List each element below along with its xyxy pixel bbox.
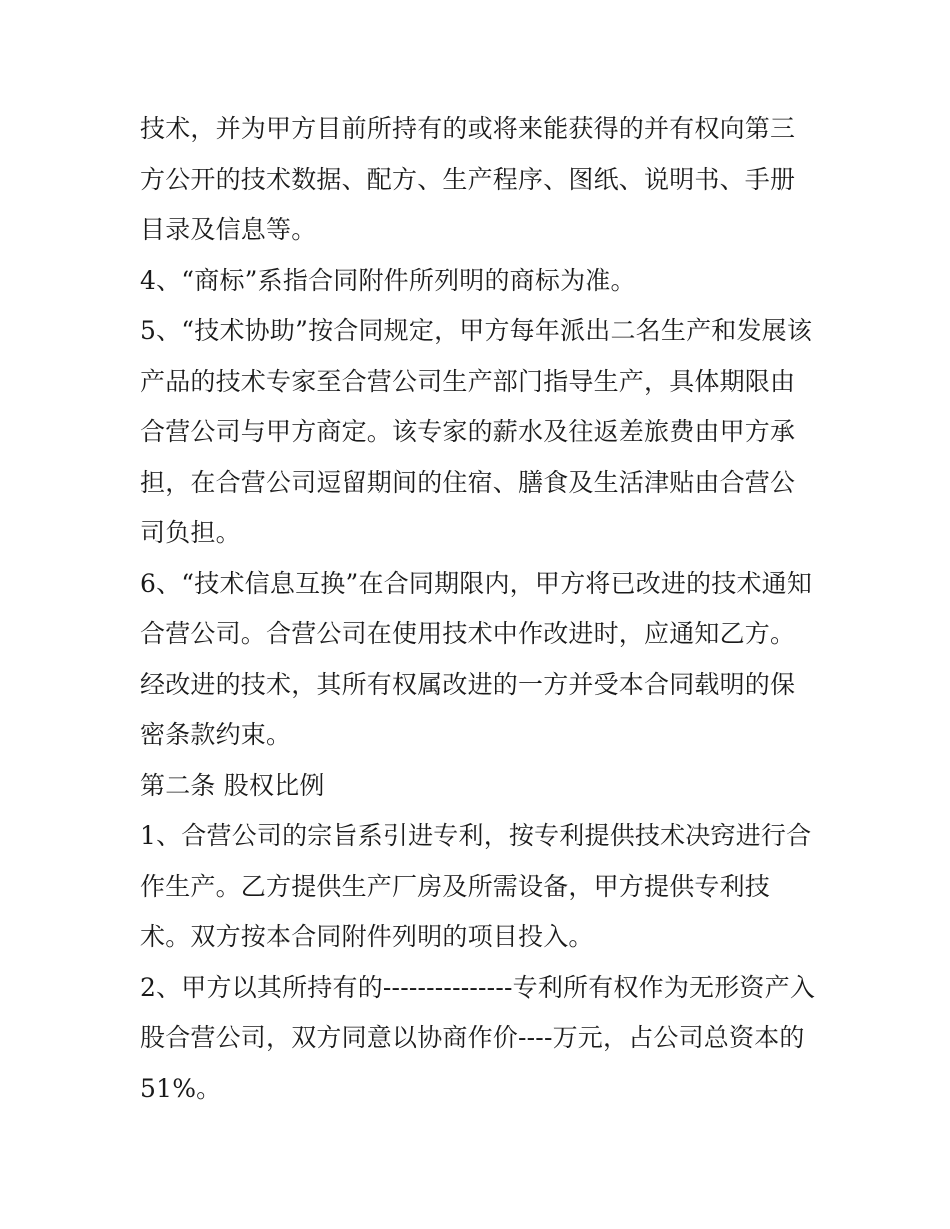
paragraph-purpose: 1、合营公司的宗旨系引进专利，按专利提供技术决窍进行合作生产。乙方提供生产厂房及所需设备，甲方提供专利技术。双方按本合同附件列明的项目投入。: [140, 821, 812, 951]
paragraph-trademark: 4、“商标”系指合同附件所列明的商标为准。: [140, 265, 636, 295]
paragraph-info-exchange: 6、“技术信息互换”在合同期限内，甲方将已改进的技术通知合营公司。合营公司在使用技术中作改进时，应通知乙方。经改进的技术，其所有权属改进的一方并受本合同载明的保密条款约束。: [140, 568, 813, 749]
paragraph-technology-definition: 技术，并为甲方目前所持有的或将来能获得的并有权向第三方公开的技术数据、配方、生产程序、图纸、说明书、手册目录及信息等。: [140, 114, 796, 244]
section-heading-equity-ratio: 第二条 股权比例: [140, 770, 325, 800]
paragraph-technical-assistance: 5、“技术协助”按合同规定，甲方每年派出二名生产和发展该产品的技术专家至合营公司生产部门指导生产，具体期限由合营公司与甲方商定。该专家的薪水及往返差旅费由甲方承担，在合营公司逗留期间的住宿、膳食及生活津贴由合营公司负担。: [140, 316, 813, 547]
document-body: [140, 104, 820, 1114]
paragraph-patent-equity: 2、甲方以其所持有的---------------专利所有权作为无形资产入股合营公司，双方同意以协商作价----万元，占公司总资本的51%。: [140, 972, 816, 1103]
